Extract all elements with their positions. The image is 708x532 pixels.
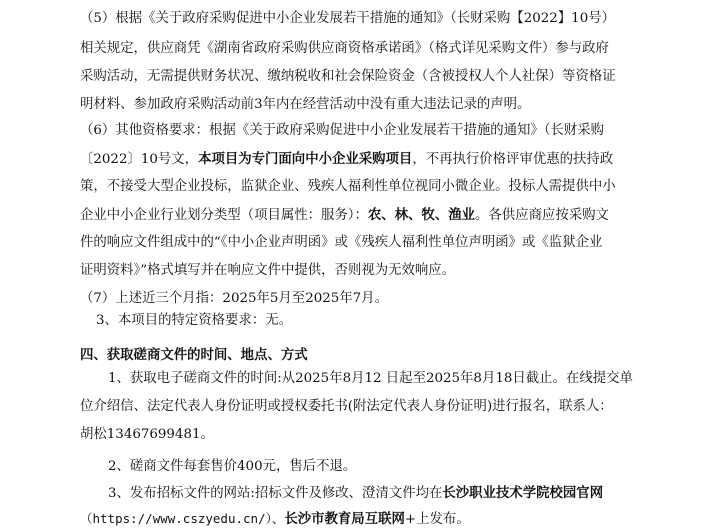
p6-line-4-text: 企业中小企业行业划分类型（项目属性：服务）： [80,208,368,223]
p6-line-2-tail: ，不再执行价格评审优惠的扶持政 [412,152,614,167]
s4-item2-line: 2、磋商文件每套售价400元，售后不退。 [108,459,357,474]
p7-line: （7）上述近三个月指：2025年5月至2025年7月。 [80,291,388,306]
campus-website-url: （https://www.cszyedu.cn/）、 [80,511,285,526]
s4-item1-line-1: 1、获取电子磋商文件的时间:从2025年8月12 日起至2025年8月18日截止。在线提交单 [108,371,633,386]
p5-line-2: 相关规定，供应商凭《湖南省政府采购供应商资格承诺函》（格式详见采购文件）参与政府 [80,41,609,56]
s4-item3-text: 3、发布招标文件的网站:招标文件及修改、澄清文件均在 [108,486,443,501]
section-4-heading: 四、获取磋商文件的时间、地点、方式 [80,347,308,363]
s4-item3-line-1 [108,484,603,502]
education-bureau-site: 长沙市教育局互联网 [284,511,405,527]
p6-line-2 [80,150,613,168]
s4-item1-line-2: 位介绍信、法定代表人身份证明或授权委托书(附法定代表人身份证明)进行报名，联系人： [80,399,613,414]
item-3-line: 3、本项目的特定资格要求：无。 [96,313,292,328]
p6-line-3: 策，不接受大型企业投标，监狱企业、残疾人福利性单位视同小微企业。投标人需提供中小 [80,179,616,194]
p6-line-4-tail: 。各供应商应按采购文 [475,208,609,223]
s4-item1-line-3: 胡松13467699481。 [80,427,214,442]
p5-line-1: （5）根据《关于政府采购促进中小企业发展若干措施的通知》（长财采购【2022】10号） [80,11,615,26]
p6-line-2-text: 〔2022〕10号文， [80,152,199,167]
p6-bold-industry: 农、林、牧、渔业 [367,207,476,223]
campus-website-name: 长沙职业技术学院校园官网 [442,485,604,501]
s4-item3-line-2 [80,510,470,528]
s4-item3-tail: +上发布。 [404,512,470,527]
p5-line-3: 采购活动，无需提供财务状况、缴纳税收和社会保险资金（含被授权人个人社保）等资格证 [80,69,616,84]
p6-bold-sme-project: 本项目为专门面向中小企业采购项目 [198,151,413,167]
p6-line-5: 件的响应文件组成中的“《中小企业声明函》或《残疾人福利性单位声明函》或《监狱企业 [80,235,603,250]
p6-line-6: 证明资料》”格式填写并在响应文件中提供，否则视为无效响应。 [80,263,456,278]
p6-line-1: （6）其他资格要求：根据《关于政府采购促进中小企业发展若干措施的通知》（长财采购 [80,123,605,138]
p6-line-4 [80,206,609,224]
p5-line-4: 明材料、参加政府采购活动前3年内在经营活动中没有重大违法记录的声明。 [80,97,531,112]
